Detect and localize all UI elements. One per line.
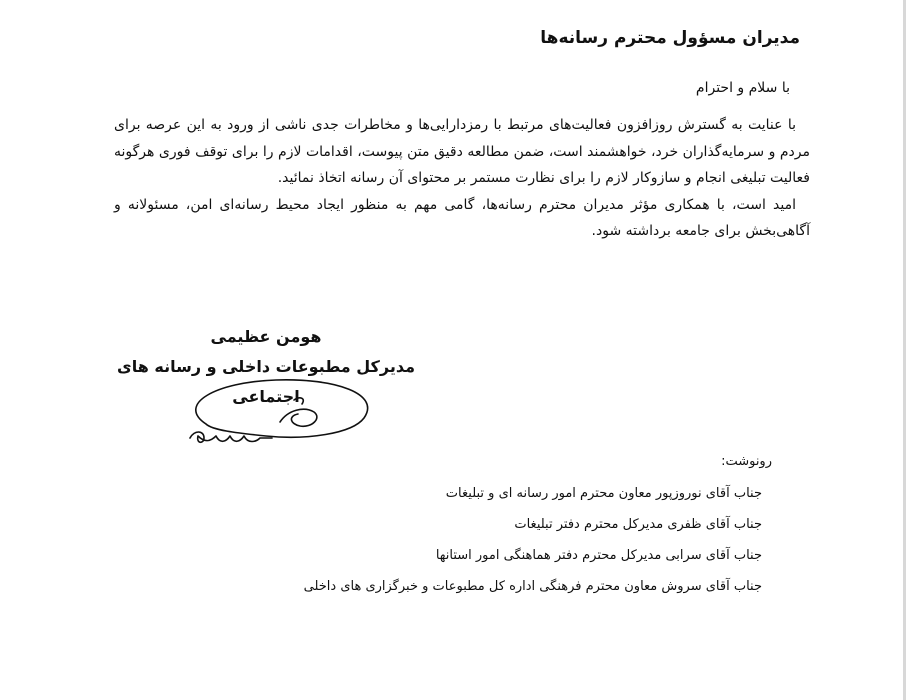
letter-body — [114, 112, 810, 245]
cc-list — [304, 478, 762, 602]
body-paragraph-2: امید است، با همکاری مؤثر مدیران محترم رسانه‌ها، گامی مهم به منظور ایجاد محیط رسانه‌ای امن، مسئولانه و آگاهی‌بخش برای جامعه برداشته شود. — [114, 196, 810, 239]
cc-item: جناب آقای سرابی مدیرکل محترم دفتر هماهنگی امور استانها — [435, 548, 762, 563]
signer-name: هومن عظیمی — [210, 327, 322, 346]
signature-image — [176, 374, 376, 454]
body-paragraph-1: با عنایت به گسترش روزافزون فعالیت‌های مرتبط با رمزدارایی‌ها و مخاطرات جدی ناشی از ورود به این عرصه برای مردم و سرمایه‌گذاران خرد، خواهشمند است، ضمن مطالعه دقیق متن پیوست، اقدامات لازم را برای توقف فوری هرگونه فعالیت تبلیغی انجام و سازوکار لازم را برای نظارت مستمر بر محتوای آن رسانه اتخاذ نمائید. — [114, 117, 810, 186]
cc-item: جناب آقای نوروزپور معاون محترم امور رسانه ای و تبلیغات — [445, 486, 762, 501]
cc-label: رونوشت: — [721, 454, 772, 469]
signer-title: مدیرکل مطبوعات داخلی و رسانه های اجتماعی — [117, 357, 415, 406]
cc-item: جناب آقای سروش معاون محترم فرهنگی اداره کل مطبوعات و خبرگزاری های داخلی — [303, 579, 762, 594]
letter-heading: مدیران مسؤول محترم رسانه‌ها — [540, 28, 800, 48]
letter-salutation: با سلام و احترام — [695, 80, 790, 96]
cc-item: جناب آقای ظفری مدیرکل محترم دفتر تبلیغات — [514, 517, 762, 532]
